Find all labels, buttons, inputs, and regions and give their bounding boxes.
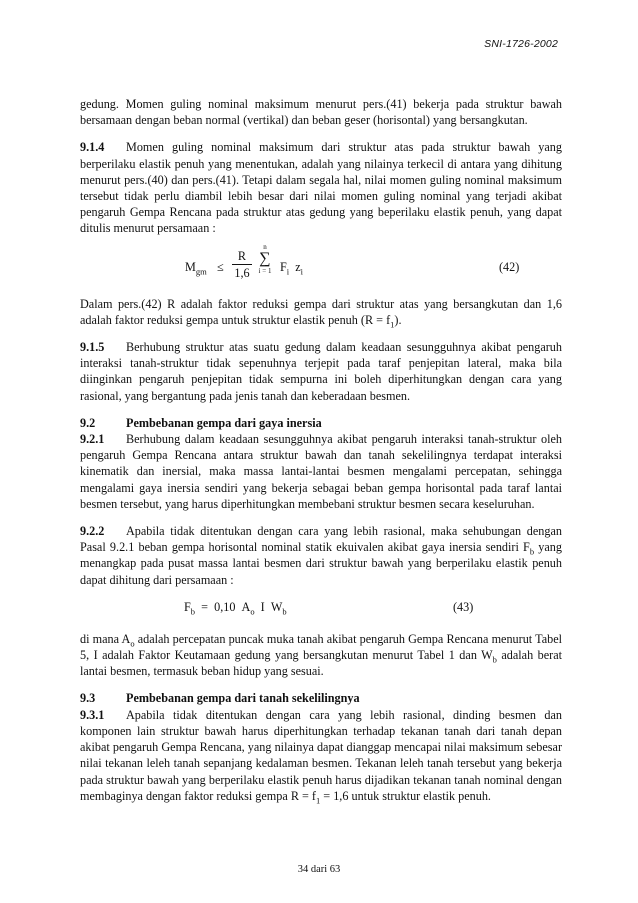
clause-text: Momen guling nominal maksimum dari struktur atas pada struktur bawah yang berperilaku elastik penuh yang menentukan, adalah yang nilainya terkecil di antara yang dihitung menurut pers.(40) dan pers.(41). Tetapi dalam segala hal, nilai momen guling nominal maksimum tersebut tidak perlu diambil lebih besar dari nilai momen guling nominal yang terjadi akibat pengaruh Gempa Rencana pada struktur atas gedung yang beperilaku elastik penuh, yang dapat ditulis menurut persamaan : [80,140,562,236]
equation-number: (43) [453,599,474,614]
section-heading-9-3: 9.3 Pembebanan gempa dari tanah sekelilingnya [80,691,360,706]
eq42-relation: ≤ [217,259,224,274]
paragraph-after-eq43: di mana $A_o$ adalah percepatan puncak muka tanah akibat pengaruh Gempa Rencana menurut Tabel 5, I adalah Faktor Keutamaan gedung yang bersangkutan menurut Tabel 1 dan $W_b$ adalah berat lantai besmen, termasuk beban hidup yang sesuai. [80,631,562,679]
sum-lower-limit: i = 1 [258,266,272,275]
eq42-summation [258,243,272,275]
paragraph-continuation: gedung. Momen guling nominal maksimum menurut pers.(41) bekerja pada struktur bawah bersamaan dengan beban normal (vertikal) dan beban geser (horisontal) yang bersangkutan. [80,97,562,128]
clause-number: 9.1.4 [80,140,105,155]
section-heading-9-2: 9.2 Pembebanan gempa dari gaya inersia [80,415,322,430]
clause-number: 9.3.1 [80,707,105,722]
paragraph-after-eq42: Dalam pers.(42) R adalah faktor reduksi gempa dari struktur atas yang bersangkutan dan 1,6 adalah faktor reduksi gempa untuk struktur elastik penuh $(R = f_1)$. [80,296,562,330]
clause-number: 9.2.1 [80,432,105,447]
clause-number: 9.2.2 [80,524,105,539]
eq42-lhs: $M_{gm}$ [185,259,207,277]
eq42-fraction [232,249,252,282]
sum-upper-limit: n [263,242,267,251]
page-content [80,96,562,815]
paragraph-9-1-4 [80,139,562,236]
paragraph-9-1-5 [80,339,562,404]
paragraph-9-2-1 [80,431,562,512]
paragraph-9-3-1: 9.3.1 Apabila tidak ditentukan dengan cara yang lebih rasional, dinding besmen dan komponen lain struktur bawah harus diperhitungkan terhadap tekanan tanah dari tanah depan akibat pengaruh Gempa Rencana, yang nilainya dapat dianggap mencapai nilai maksimum sebesar nilai tekanan leleh tanah sepanjang kedalaman besmen. Tekanan leleh tanah tersebut yang bekerja pada struktur bawah yang berperilaku elastik penuh harus dijadikan tekanan tanah nominal dengan membaginya dengan faktor reduksi gempa $R = f_1 = 1,6$ untuk struktur elastik penuh. [80,707,562,806]
equation-43 [80,599,562,621]
document-code-header: SNI-1726-2002 [484,38,558,50]
paragraph-9-2-2: 9.2.2 Apabila tidak ditentukan dengan cara yang lebih rasional, maka sehubungan dengan Pasal 9.2.1 beban gempa horisontal nominal statik ekuivalen akibat gaya inersia sendiri $F_b$ yang menangkap pada pusat massa lantai besmen dari struktur bawah yang berperilaku elastik penuh dapat dihitung dari persamaan : [80,524,562,587]
eq42-denominator: 1,6 [234,265,250,280]
equation-42 [80,242,562,284]
clause-number: 9.1.5 [80,340,105,355]
page-number-footer: 34 dari 63 [297,864,341,875]
eq42-terms: $F_i$ $z_i$ [280,259,304,277]
eq42-numerator: R [232,249,252,265]
sum-symbol: ∑ [259,249,271,267]
clause-text: Berhubung struktur atas suatu gedung dalam keadaan sesungguhnya akibat pengaruh interaksi tanah-struktur tidak sepenuhnya terjepit pada taraf penjepitan lateral, maka bila diinginkan pengaruh penjepitan tidak sempurna ini boleh diperhitungkan dengan cara yang rasional, yang bergantung pada jenis tanah dan keberadaan besmen. [80,340,562,403]
eq43-expression: $F_b = 0,10$ $A_o$ I $W_b$ [184,599,287,617]
equation-number: (42) [499,259,520,274]
clause-text: Berhubung dalam keadaan sesungguhnya akibat pengaruh interaksi tanah-struktur oleh pengaruh Gempa Rencana antara struktur bawah dan tanah sekelilingnya terdapat interaksi kinematik dan inersial, maka massa lantai-lantai besmen mengalami percepatan, sehingga mengalami gaya inersia sendiri yang bekerja sebagai beban gempa horisontal pada taraf lantai besmen tersebut, yang harus diperhitungkan membebani struktur besmen secara keseluruhan. [80,432,562,511]
